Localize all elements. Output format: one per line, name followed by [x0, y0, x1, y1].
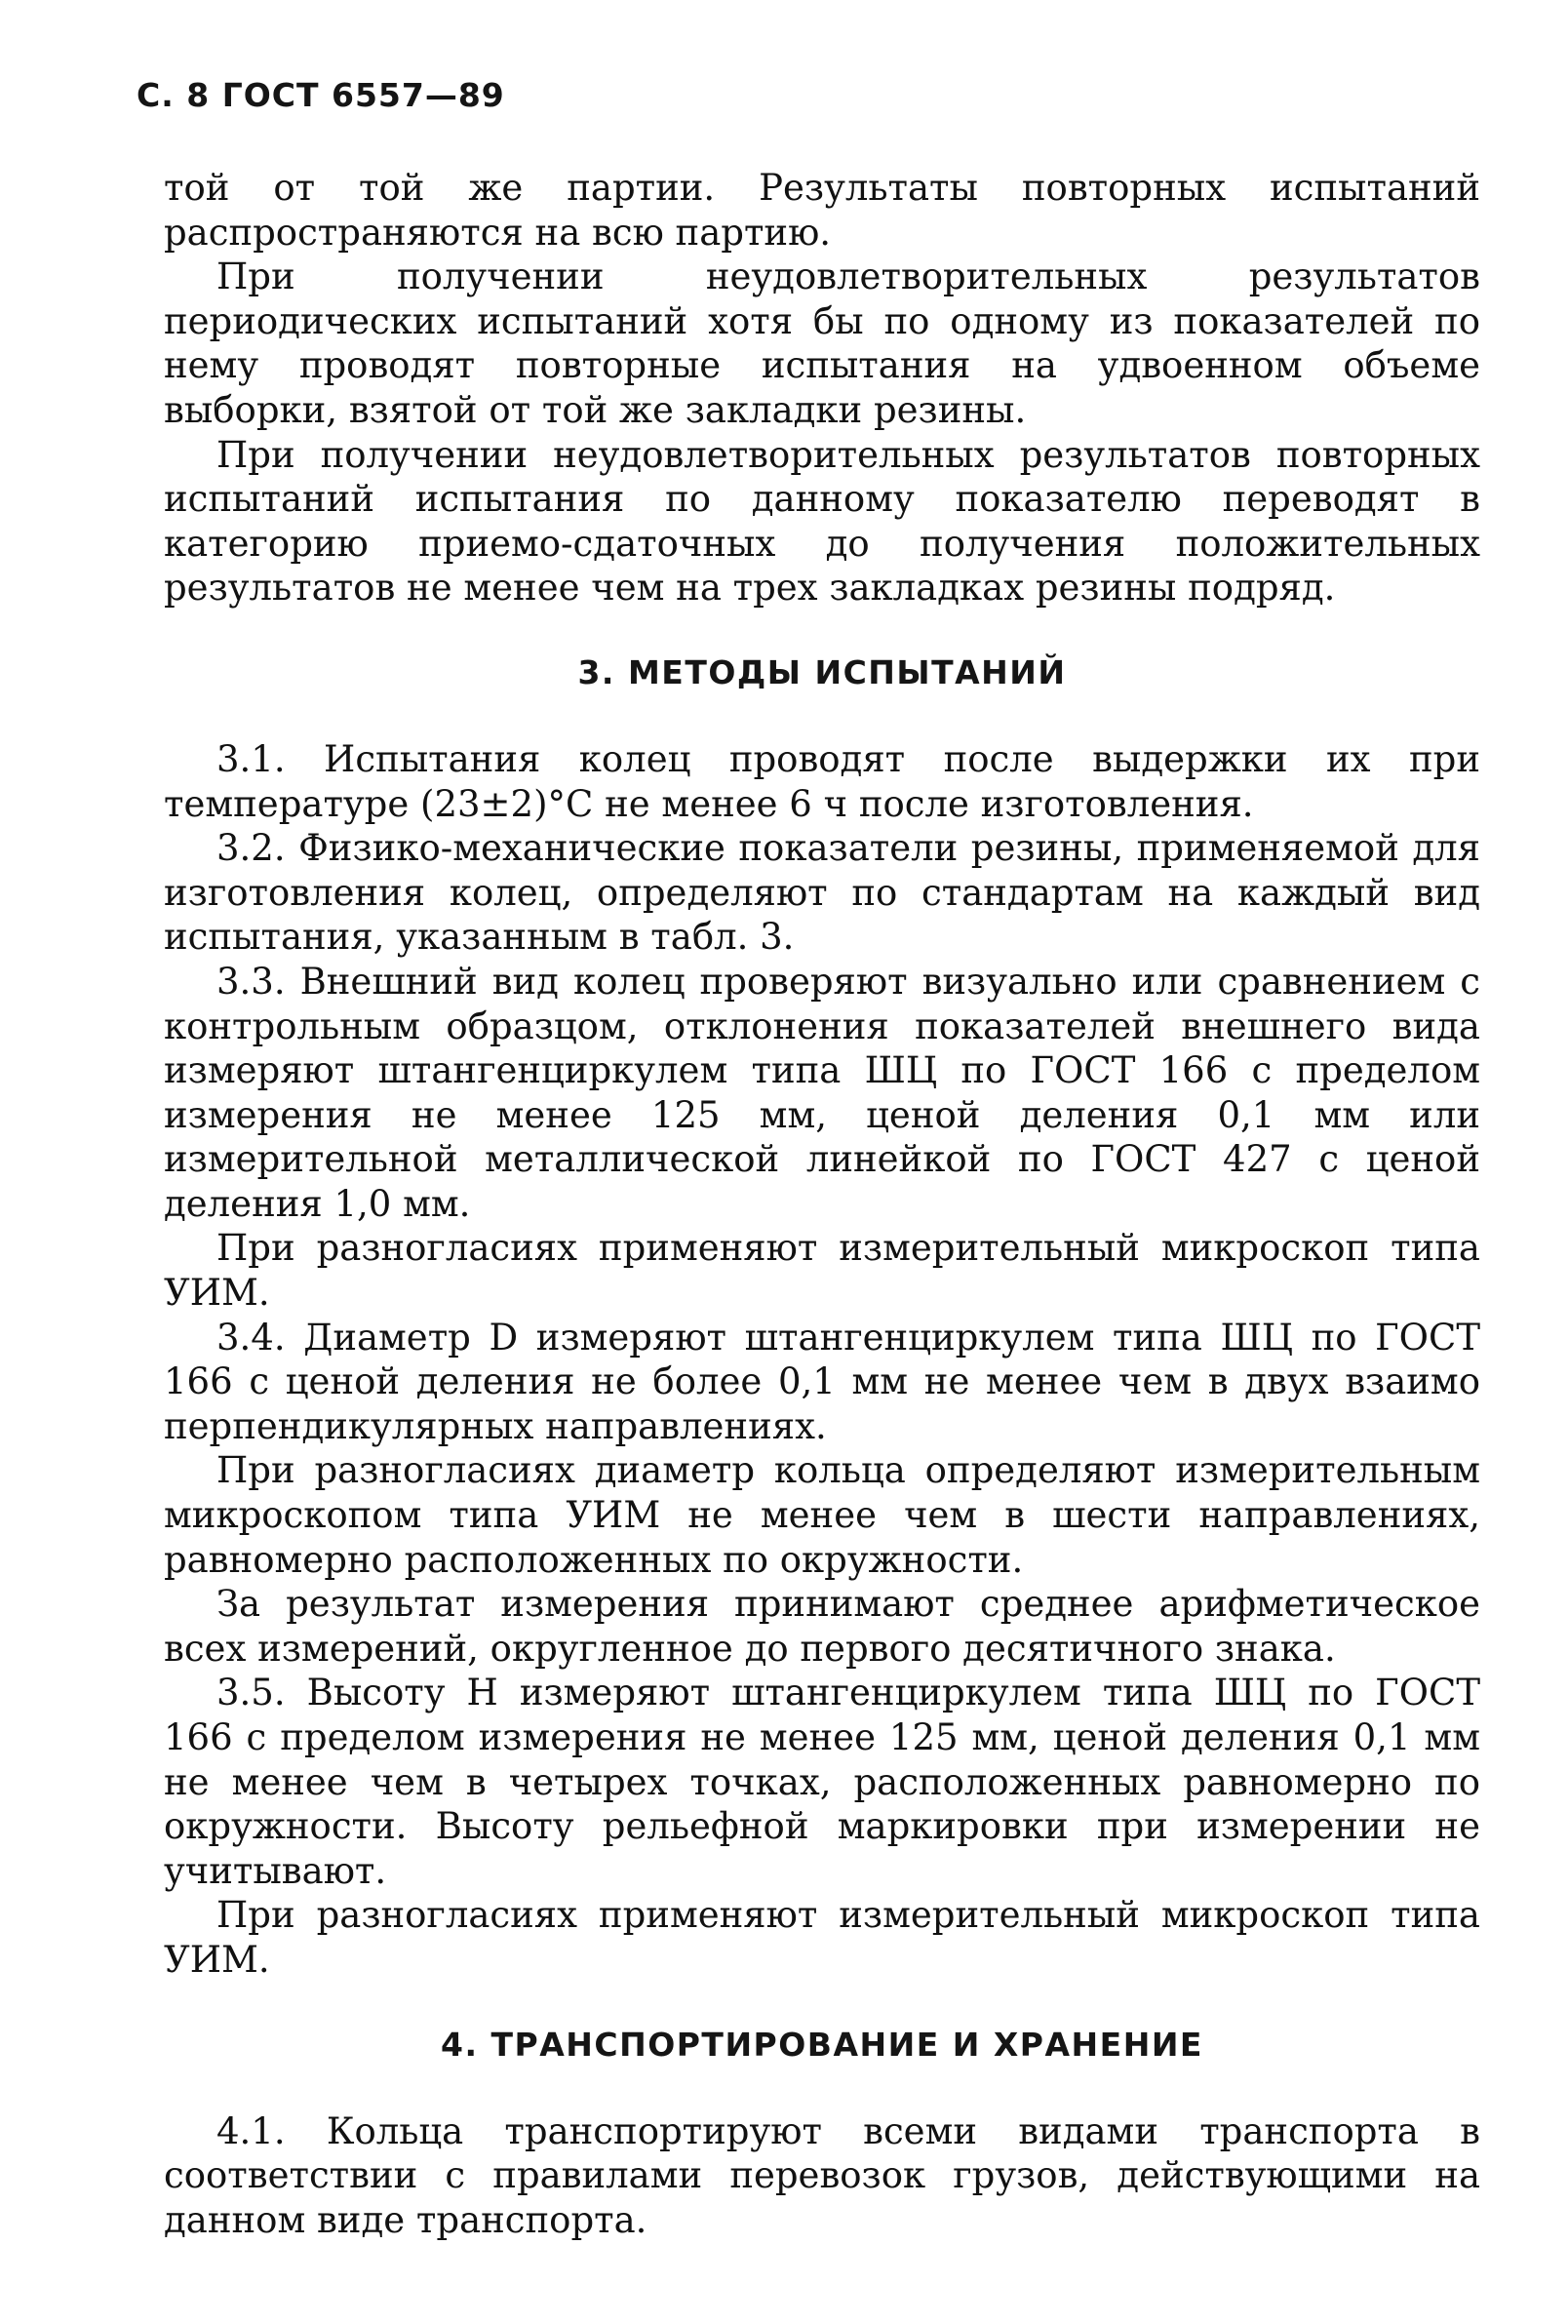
section-3-title: 3. МЕТОДЫ ИСПЫТАНИЙ: [577, 652, 1067, 691]
paragraph: При получении неудовлетворительных результатов периодических испытаний хотя бы по одному из показателей по нему проводят повторные испытания на удвоенном объеме выборки, взятой от той же закладки резины.: [164, 256, 1480, 431]
paragraph: той от той же партии. Результаты повторных испытаний распространяются на всю партию.: [164, 167, 1480, 254]
paragraph-3-5: 3.5. Высоту H измеряют штангенциркулем типа ШЦ по ГОСТ 166 с пределом измерения не менее 125 мм, ценой деления 0,1 мм не менее чем в четырех точках, расположенных равномерно по окружности. Высоту рельефной маркировки при измерении не учитывают.: [164, 1672, 1480, 1892]
paragraph-3-4: 3.4. Диаметр D измеряют штангенциркулем типа ШЦ по ГОСТ 166 с ценой деления не более 0,1 мм не менее чем в двух взаимо перпендикулярных направлениях.: [164, 1316, 1480, 1447]
paragraph: При разногласиях применяют измерительный микроскоп типа УИМ.: [164, 1894, 1480, 1981]
paragraph: При получении неудовлетворительных результатов повторных испытаний испытания по данному показателю переводят в категорию приемо-сдаточных до получения положительных результатов не менее чем на трех закладках резины подряд.: [164, 433, 1480, 610]
running-head: С. 8 ГОСТ 6557—89: [137, 76, 505, 114]
body-text: [164, 166, 1480, 2242]
paragraph-3-1: 3.1. Испытания колец проводят после выдержки их при температуре (23±2)°С не менее 6 ч после изготовления.: [164, 737, 1480, 825]
paragraph-4-1: 4.1. Кольца транспортируют всеми видами транспорта в соответствии с правилами перевозок грузов, действующими на данном виде транспорта.: [164, 2109, 1480, 2241]
paragraph: За результат измерения принимают среднее арифметическое всех измерений, округленное до первого десятичного знака.: [164, 1583, 1480, 1670]
section-4-title: 4. ТРАНСПОРТИРОВАНИЕ И ХРАНЕНИЕ: [441, 2025, 1203, 2064]
paragraph-3-3: 3.3. Внешний вид колец проверяют визуально или сравнением с контрольным образцом, отклонения показателей внешнего вида измеряют штангенциркулем типа ШЦ по ГОСТ 166 с пределом измерения не менее 125 мм, ценой деления 0,1 мм или измерительной металлической линейкой по ГОСТ 427 с ценой деления 1,0 мм.: [164, 960, 1480, 1225]
paragraph: При разногласиях диаметр кольца определяют измерительным микроскопом типа УИМ не менее чем в шести направлениях, равномерно расположенных по окружности.: [164, 1449, 1480, 1581]
paragraph-3-2: 3.2. Физико-механические показатели резины, применяемой для изготовления колец, определяют по стандартам на каждый вид испытания, указанным в табл. 3.: [164, 827, 1480, 959]
paragraph: При разногласиях применяют измерительный микроскоп типа УИМ.: [164, 1227, 1480, 1315]
